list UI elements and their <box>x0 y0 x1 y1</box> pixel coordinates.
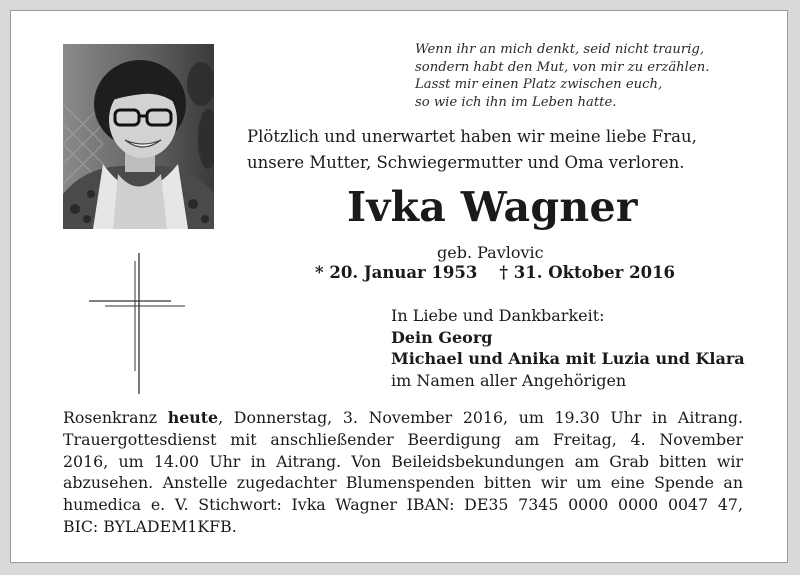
mourner-family: Michael und Anika mit Luzia und Klara <box>391 349 745 368</box>
poem-line: Wenn ihr an mich denkt, seid nicht traurig, <box>415 42 705 57</box>
mourner-spouse: Dein Georg <box>391 327 493 347</box>
portrait-illustration <box>63 44 214 229</box>
memorial-poem <box>415 41 755 111</box>
cross-icon <box>87 251 187 396</box>
notice-line: BIC: BYLADEM1KFB. <box>63 516 237 536</box>
intro-line: unsere Mutter, Schwiegermutter und Oma verloren. <box>247 153 685 172</box>
poem-line: so wie ich ihn im Leben hatte. <box>415 94 617 110</box>
notice-line: 2016, um 14.00 Uhr in Aitrang. Von Beileidsbekundungen am Grab bitten wir <box>63 451 743 471</box>
portrait-photo <box>63 44 214 229</box>
intro-line: Plötzlich und unerwartet haben wir meine liebe Frau, <box>247 127 697 146</box>
poem-line: Lasst mir einen Platz zwischen euch, <box>415 77 663 92</box>
obituary-card <box>10 10 788 563</box>
maiden-name: geb. Pavlovic <box>437 243 544 262</box>
deceased-name: Ivka Wagner <box>347 183 638 231</box>
notice-line: Trauergottesdienst mit anschließender Beerdigung am Freitag, 4. November <box>63 429 743 449</box>
mourners-heading: In Liebe und Dankbarkeit: <box>391 306 605 325</box>
service-notice <box>63 407 743 538</box>
announcement-intro <box>247 124 697 176</box>
poem-line: sondern habt den Mut, von mir zu erzählen. <box>415 59 710 75</box>
notice-emphasis: heute <box>167 408 219 427</box>
mourners-block <box>391 305 745 391</box>
mourners-closing: im Namen aller Angehörigen <box>391 370 627 390</box>
notice-line <box>63 407 743 429</box>
life-dates <box>315 263 675 282</box>
notice-text: , Donnerstag, 3. November 2016, um 19.30 Uhr in Aitrang. <box>218 408 744 427</box>
birth-date: * 20. Januar 1953 <box>315 263 478 282</box>
notice-text: Rosenkranz <box>63 408 168 427</box>
notice-line: humedica e. V. Stichwort: Ivka Wagner IBAN: DE35 7345 0000 0000 0047 47, <box>63 495 743 515</box>
notice-line: abzusehen. Anstelle zugedachter Blumenspenden bitten wir um eine Spende an <box>63 473 743 493</box>
death-date: † 31. Oktober 2016 <box>499 263 676 282</box>
